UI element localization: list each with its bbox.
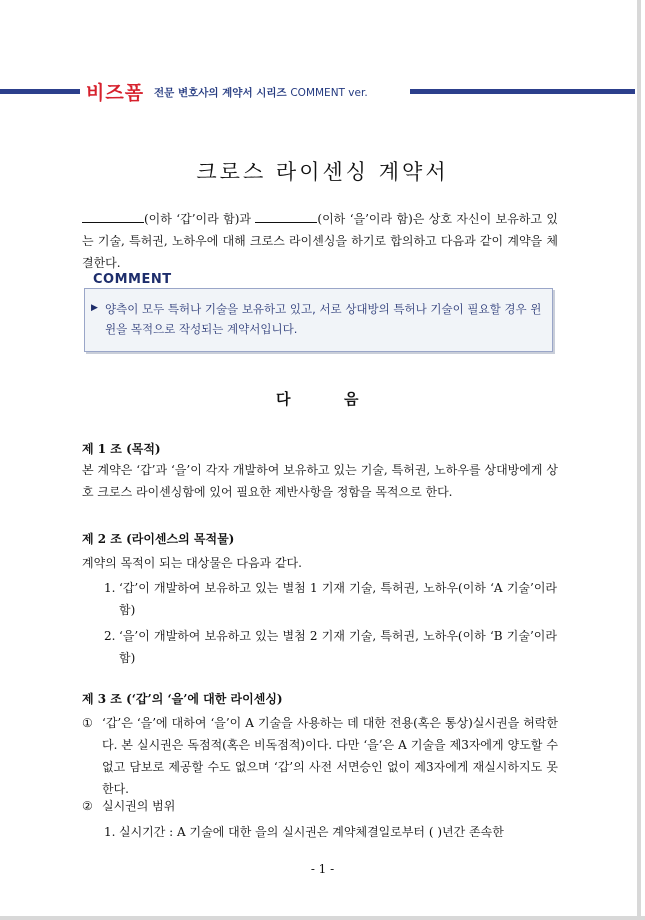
series-title: 전문 변호사의 계약서 시리즈	[154, 87, 287, 99]
article-3-clause-1-number: ①	[82, 716, 93, 730]
article-2-item-2-number: 2.	[104, 629, 116, 643]
article-3-sub-1-number: 1.	[104, 825, 116, 839]
article-3-clause-1: ‘갑’은 ‘을’에 대하여 ‘을’이 A 기술을 사용하는 데 대한 전용(혹은 통상)실시권을 허락한다. 본 실시권은 독점적(혹은 비독점적)이다. 다만 ‘을’은 A 기술을 제3자에게 양도할 수 없고 담보로 제공할 수도 없으며 ‘갑’의 사전 서면승인 없이 제3자에게 재실시하지도 못한다.	[102, 716, 558, 796]
triangle-bullet-icon: ▶	[91, 303, 98, 313]
comment-label: COMMENT	[93, 272, 172, 287]
dagum-right: 음	[344, 390, 359, 408]
header-rule-left	[0, 89, 80, 94]
page-number: - 1 -	[310, 862, 335, 876]
article-2-heading: 제 2 조 (라이센스의 목적물)	[82, 532, 235, 546]
page-edge-right	[637, 0, 641, 920]
comment-box	[84, 288, 553, 352]
dagum-left: 다	[276, 390, 291, 408]
article-2-item-2: ‘을’이 개발하여 보유하고 있는 별첨 2 기재 기술, 특허권, 노하우(이하 ‘B 기술’이라 함)	[119, 629, 557, 665]
article-2-lead: 계약의 목적이 되는 대상물은 다음과 같다.	[82, 556, 302, 570]
article-2-item-1: ‘갑’이 개발하여 보유하고 있는 별첨 1 기재 기술, 특허권, 노하우(이하 ‘A 기술’이라 함)	[119, 581, 557, 617]
article-3-clause-2-number: ②	[82, 799, 93, 813]
intro-text-1: (이하 ‘갑’이라 함)과	[144, 212, 256, 226]
document-header	[0, 76, 645, 106]
series-version: COMMENT ver.	[290, 87, 368, 99]
intro-paragraph	[82, 208, 558, 274]
comment-text: 양측이 모두 특허나 기술을 보유하고 있고, 서로 상대방의 특허나 기술이 필요할 경우 윈윈을 목적으로 작성되는 계약서입니다.	[105, 302, 542, 336]
page-edge-bottom	[0, 916, 645, 920]
article-1-heading: 제 1 조 (목적)	[82, 442, 161, 456]
header-rule-right	[410, 89, 635, 94]
party-b-blank	[255, 210, 317, 223]
party-a-blank	[82, 210, 144, 223]
intro-text-2: (이하 ‘을’이라 함)은 상호 자신이 보유하고 있는 기술, 특허권, 노하우에 대해 크로스 라이센싱을 하기로 합의하고 다음과 같이 계약을 체결한다.	[82, 212, 558, 270]
article-2-item-1-number: 1.	[104, 581, 116, 595]
document-title: 크로스 라이센싱 계약서	[196, 160, 449, 184]
brand-logo: 비즈폼	[86, 82, 145, 104]
article-3-heading: 제 3 조 (‘갑’의 ‘을’에 대한 라이센싱)	[82, 692, 283, 706]
article-3-clause-2: 실시권의 범위	[102, 799, 176, 813]
series-caption	[154, 85, 368, 100]
article-3-sub-1: 실시기간 : A 기술에 대한 을의 실시권은 계약체결일로부터 ( )년간 존속한	[119, 825, 504, 839]
article-1-body: 본 계약은 ‘갑’과 ‘을’이 각자 개발하여 보유하고 있는 기술, 특허권, 노하우를 상대방에게 상호 크로스 라이센싱함에 있어 필요한 제반사항을 정함을 목적으로 한다.	[82, 463, 558, 499]
